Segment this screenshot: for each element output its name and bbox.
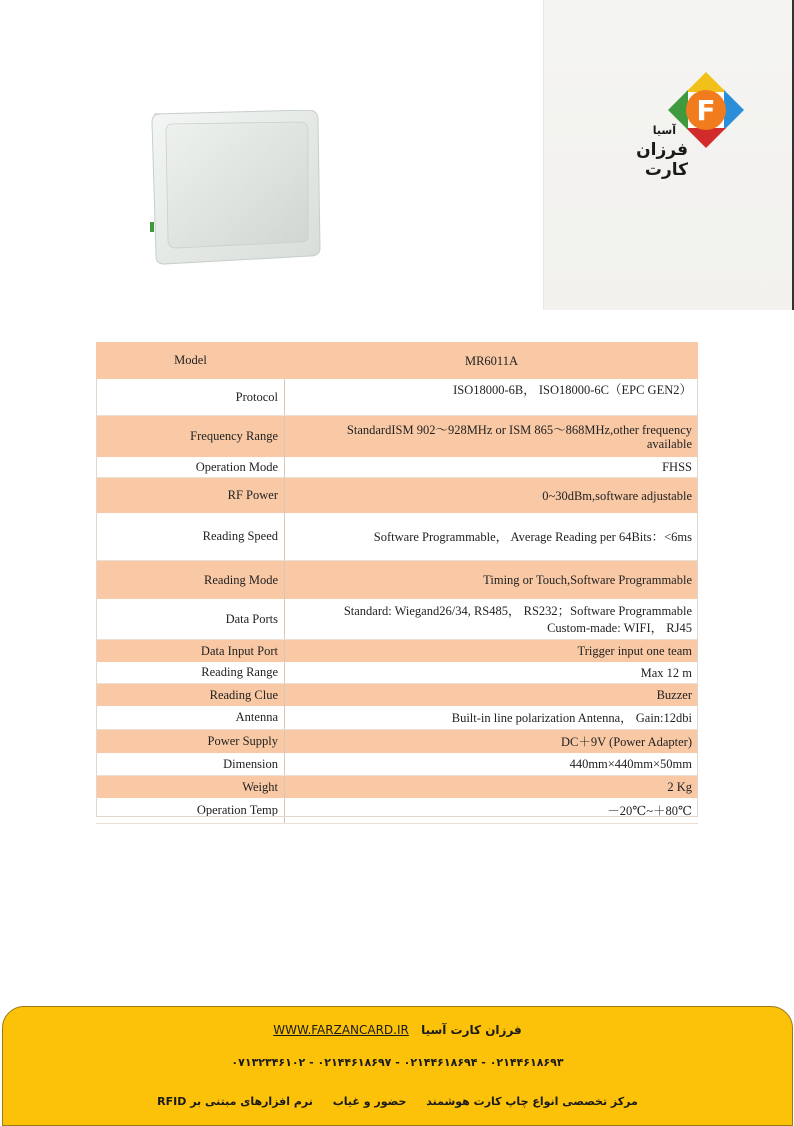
data-ports-custom: Custom-made: WIFI， RJ45 (547, 620, 692, 635)
row-value: StandardISM 902～928MHz or ISM 865～868MHz,other frequency available (346, 422, 692, 451)
row-value: 2 Kg (667, 780, 692, 794)
row-label: Data Ports (96, 599, 285, 639)
table-row (96, 662, 698, 684)
header-value: MR6011A (464, 353, 518, 368)
row-value: Buzzer (656, 688, 692, 702)
table-row (96, 478, 698, 513)
row-value: Built-in line polarization Antenna， Gain:12dbi (451, 710, 692, 725)
row-label: Reading Mode (96, 561, 285, 599)
row-label: Antenna (96, 706, 285, 729)
table-row (96, 798, 698, 824)
footer-service-item: مرکز تخصصی انواع چاپ کارت هوشمند (426, 1095, 638, 1108)
table-header-row (96, 342, 698, 379)
row-label: Weight (96, 776, 285, 798)
logo-name: فرزان کارت (636, 140, 688, 180)
row-value: FHSS (662, 460, 692, 474)
logo-subtitle: آسیا (652, 124, 676, 137)
farzan-logo-icon (666, 70, 746, 150)
row-value: 440mm×440mm×50mm (569, 757, 692, 771)
table-row (96, 379, 698, 416)
row-label: Dimension (96, 753, 285, 775)
company-logo-block (543, 0, 794, 310)
footer-service-item: نرم افزارهای مبتنی بر RFID (157, 1095, 313, 1108)
website-link[interactable]: WWW.FARZANCARD.IR (273, 1023, 409, 1037)
row-value: Trigger input one team (577, 644, 692, 658)
footer-service-item: حضور و غیاب (332, 1095, 407, 1108)
footer-company-name: فرزان کارت آسیا (421, 1023, 522, 1037)
table-row (96, 561, 698, 599)
row-value: Timing or Touch,Software Programmable (483, 573, 692, 587)
row-label: Reading Range (96, 662, 285, 683)
row-value: Software Programmable， Average Reading per 64Bits：<6ms (373, 529, 692, 544)
data-ports-standard: Standard: Wiegand26/34, RS485， RS232；Software Programmable (343, 603, 692, 618)
row-label: Reading Clue (96, 684, 285, 706)
row-label: Power Supply (96, 730, 285, 753)
row-label: Operation Mode (96, 457, 285, 477)
footer-services (3, 1095, 792, 1108)
row-label: Reading Speed (96, 513, 285, 560)
row-label: Frequency Range (96, 416, 285, 457)
table-row (96, 513, 698, 561)
spec-table (96, 342, 698, 824)
footer-phones: ۰۲۱۴۴۶۱۸۶۹۳ - ۰۲۱۴۴۶۱۸۶۹۴ - ۰۲۱۴۴۶۱۸۶۹۷ - ۰۷۱۳۲۳۴۶۱۰۲ (231, 1056, 564, 1069)
table-row (96, 457, 698, 478)
table-row (96, 776, 698, 798)
header-label: Model (174, 353, 207, 367)
row-value: Max 12 m (640, 665, 692, 680)
table-row (96, 416, 698, 457)
rfid-reader-image (150, 110, 322, 266)
table-row (96, 599, 698, 640)
table-row (96, 730, 698, 753)
row-label: Data Input Port (96, 640, 285, 662)
row-value (285, 599, 698, 639)
footer-company-line (3, 1023, 792, 1037)
table-row (96, 706, 698, 730)
row-value: DC＋9V (Power Adapter) (561, 734, 692, 749)
table-row (96, 640, 698, 662)
row-label: Operation Temp (96, 798, 285, 823)
row-value: 0~30dBm,software adjustable (542, 488, 692, 503)
logo-letter: F (696, 94, 716, 127)
row-value: －20℃~＋80℃ (607, 803, 692, 818)
table-row (96, 753, 698, 776)
row-label: RF Power (96, 478, 285, 513)
contact-footer (2, 1006, 793, 1126)
row-value: ISO18000-6B， ISO18000-6C（EPC GEN2） (453, 383, 692, 397)
row-label: Protocol (96, 379, 285, 415)
table-row (96, 684, 698, 706)
